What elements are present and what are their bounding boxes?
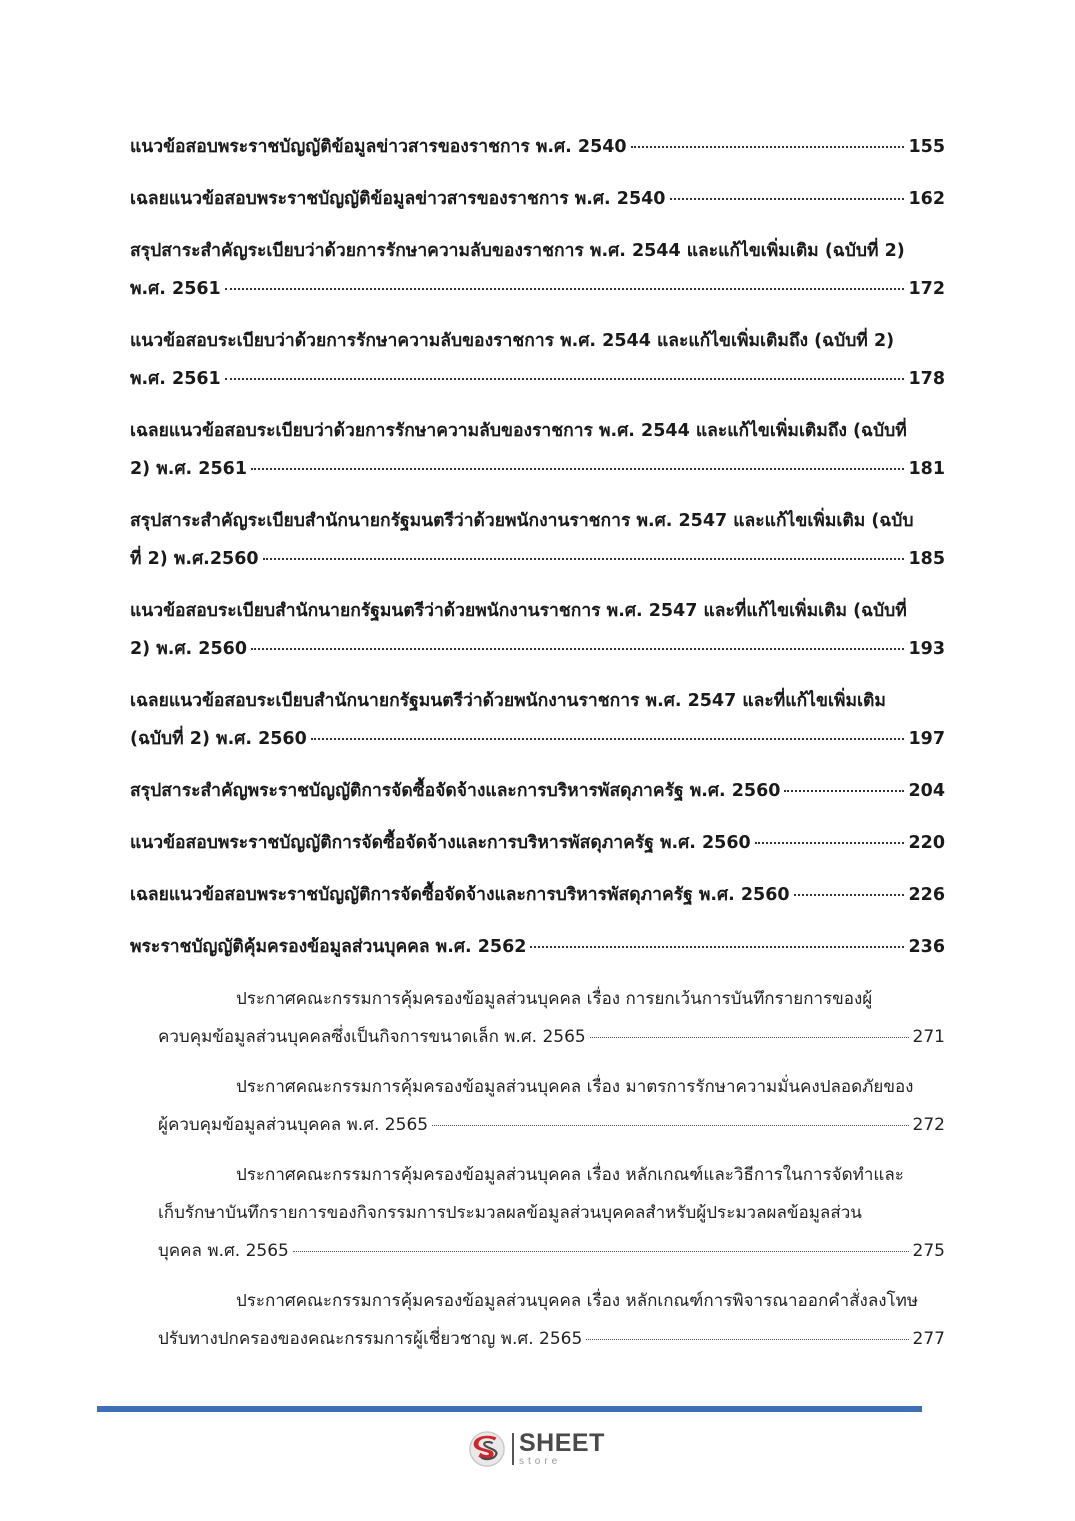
toc-entry-last-line — [130, 540, 945, 578]
toc-page-number: 178 — [908, 369, 945, 389]
toc-entry[interactable] — [130, 502, 945, 578]
toc-page-number: 226 — [908, 885, 945, 905]
toc-entry-title: 2) พ.ศ. 2560 — [130, 639, 248, 659]
toc-entry-title: พระราชบัญญัติคุ้มครองข้อมูลส่วนบุคคล พ.ศ. 2562 — [130, 937, 527, 957]
toc-entry-title: (ฉบับที่ 2) พ.ศ. 2560 — [130, 729, 307, 749]
dot-leader — [225, 361, 905, 381]
toc-entry-title: 2) พ.ศ. 2561 — [130, 459, 248, 479]
toc-entry-last-line — [130, 876, 945, 914]
dot-leader — [311, 721, 905, 741]
toc-entry-title: พ.ศ. 2561 — [130, 369, 221, 389]
toc-entry-title: ควบคุมข้อมูลส่วนบุคคลซึ่งเป็นกิจการขนาดเล็ก พ.ศ. 2565 — [158, 1027, 586, 1047]
toc-entry-title-line: เฉลยแนวข้อสอบระเบียบสำนักนายกรัฐมนตรีว่าด้วยพนักงานราชการ พ.ศ. 2547 และที่แก้ไขเพิ่มเติม — [130, 691, 886, 711]
sheet-store-s-logo-icon — [468, 1430, 506, 1468]
dot-leader — [432, 1108, 908, 1126]
toc-entry-last-line — [158, 1018, 945, 1056]
toc-entry-last-line — [130, 720, 945, 758]
toc-page-number: 155 — [908, 137, 945, 157]
toc-page-number: 271 — [912, 1027, 945, 1047]
toc-entry-last-line — [130, 630, 945, 668]
toc-entry-title-line: แนวข้อสอบระเบียบสำนักนายกรัฐมนตรีว่าด้วยพนักงานราชการ พ.ศ. 2547 และที่แก้ไขเพิ่มเติม (ฉบับที่ — [130, 601, 907, 621]
toc-page-number: 193 — [908, 639, 945, 659]
toc-page-number: 204 — [908, 781, 945, 801]
toc-page-number: 162 — [908, 189, 945, 209]
toc-entry[interactable] — [130, 876, 945, 914]
sheet-store-logo — [468, 1428, 618, 1470]
toc-entry-last-line — [130, 928, 945, 966]
toc-entry-title-line: ประกาศคณะกรรมการคุ้มครองข้อมูลส่วนบุคคล เรื่อง มาตรการรักษาความมั่นคงปลอดภัยของ — [236, 1077, 914, 1097]
toc-entry-title-line: แนวข้อสอบระเบียบว่าด้วยการรักษาความลับของราชการ พ.ศ. 2544 และแก้ไขเพิ่มเติมถึง (ฉบับที่ 2) — [130, 331, 895, 351]
logo-word: SHEET — [519, 1429, 605, 1457]
toc-page-number: 172 — [908, 279, 945, 299]
toc-entry-title: ปรับทางปกครองของคณะกรรมการผู้เชี่ยวชาญ พ.ศ. 2565 — [158, 1329, 583, 1349]
toc-subentry[interactable] — [158, 1068, 945, 1144]
toc-entry[interactable] — [130, 772, 945, 810]
toc-entry-last-line — [158, 1320, 945, 1358]
dot-leader — [263, 541, 905, 561]
toc-entry-title-line: ประกาศคณะกรรมการคุ้มครองข้อมูลส่วนบุคคล เรื่อง การยกเว้นการบันทึกรายการของผู้ — [236, 989, 873, 1009]
toc-entry-title: เฉลยแนวข้อสอบพระราชบัญญัติข้อมูลข่าวสารของราชการ พ.ศ. 2540 — [130, 189, 666, 209]
footer-divider — [97, 1406, 922, 1412]
toc-page-number: 220 — [908, 833, 945, 853]
dot-leader — [530, 929, 904, 949]
dot-leader — [755, 825, 905, 845]
toc-entry[interactable] — [130, 232, 945, 308]
toc-subentry[interactable] — [158, 980, 945, 1056]
dot-leader — [794, 877, 905, 897]
toc-entry-title-line: สรุปสาระสำคัญระเบียบสำนักนายกรัฐมนตรีว่าด้วยพนักงานราชการ พ.ศ. 2547 และแก้ไขเพิ่มเติม (ฉบับ — [130, 511, 914, 531]
dot-leader — [670, 181, 905, 201]
dot-leader — [784, 773, 904, 793]
toc-page-number: 272 — [912, 1115, 945, 1135]
toc-entry[interactable] — [130, 928, 945, 966]
toc-entry-title: แนวข้อสอบพระราชบัญญัติข้อมูลข่าวสารของราชการ พ.ศ. 2540 — [130, 137, 627, 157]
toc-entry[interactable] — [130, 128, 945, 166]
dot-leader — [225, 271, 905, 291]
toc-entry[interactable] — [130, 592, 945, 668]
toc-entry[interactable] — [130, 412, 945, 488]
toc-entry-last-line — [130, 180, 945, 218]
dot-leader — [631, 129, 905, 149]
toc-page-number: 181 — [908, 459, 945, 479]
dot-leader — [251, 451, 904, 471]
toc-entry-title-line: เฉลยแนวข้อสอบระเบียบว่าด้วยการรักษาความลับของราชการ พ.ศ. 2544 และแก้ไขเพิ่มเติมถึง (ฉบับที่ — [130, 421, 907, 441]
toc-page-number: 197 — [908, 729, 945, 749]
dot-leader — [251, 631, 904, 651]
toc-entry-title: เฉลยแนวข้อสอบพระราชบัญญัติการจัดซื้อจัดจ้างและการบริหารพัสดุภาครัฐ พ.ศ. 2560 — [130, 885, 790, 905]
toc-entry-title-line: ประกาศคณะกรรมการคุ้มครองข้อมูลส่วนบุคคล เรื่อง หลักเกณฑ์และวิธีการในการจัดทำและ — [236, 1165, 904, 1185]
dot-leader — [590, 1020, 909, 1038]
toc-entry-title-line: เก็บรักษาบันทึกรายการของกิจกรรมการประมวลผลข้อมูลส่วนบุคคลสำหรับผู้ประมวลผลข้อมูลส่วน — [158, 1203, 862, 1223]
toc-entry-last-line — [130, 360, 945, 398]
toc-entry-title: สรุปสาระสำคัญพระราชบัญญัติการจัดซื้อจัดจ้างและการบริหารพัสดุภาครัฐ พ.ศ. 2560 — [130, 781, 781, 801]
dot-leader — [293, 1234, 909, 1252]
toc-entry[interactable] — [130, 824, 945, 862]
toc-entry-title-line: ประกาศคณะกรรมการคุ้มครองข้อมูลส่วนบุคคล เรื่อง หลักเกณฑ์การพิจารณาออกคำสั่งลงโทษ — [236, 1291, 919, 1311]
toc-entry-title: ที่ 2) พ.ศ.2560 — [130, 549, 259, 569]
logo-divider — [512, 1433, 514, 1465]
toc-page-number: 236 — [908, 937, 945, 957]
toc-entry-last-line — [158, 1232, 945, 1270]
logo-subword: store — [519, 1456, 562, 1467]
toc-page-number: 277 — [912, 1329, 945, 1349]
toc-entry-last-line — [130, 450, 945, 488]
toc-page-number: 185 — [908, 549, 945, 569]
logo-text — [519, 1431, 605, 1467]
dot-leader — [586, 1322, 908, 1340]
toc-entry-title-line: สรุปสาระสำคัญระเบียบว่าด้วยการรักษาความลับของราชการ พ.ศ. 2544 และแก้ไขเพิ่มเติม (ฉบับที่ 2) — [130, 241, 905, 261]
toc-subentry[interactable] — [158, 1156, 945, 1270]
toc-entry-last-line — [158, 1106, 945, 1144]
toc-entry-title: ผู้ควบคุมข้อมูลส่วนบุคคล พ.ศ. 2565 — [158, 1115, 429, 1135]
toc-entry-title: บุคคล พ.ศ. 2565 — [158, 1241, 289, 1261]
toc-entry-title: แนวข้อสอบพระราชบัญญัติการจัดซื้อจัดจ้างและการบริหารพัสดุภาครัฐ พ.ศ. 2560 — [130, 833, 751, 853]
toc-entry[interactable] — [130, 682, 945, 758]
toc-entry-last-line — [130, 824, 945, 862]
toc-entry-last-line — [130, 270, 945, 308]
toc-entry-title: พ.ศ. 2561 — [130, 279, 221, 299]
toc-subentry[interactable] — [158, 1282, 945, 1358]
toc-entry[interactable] — [130, 180, 945, 218]
toc-entry[interactable] — [130, 322, 945, 398]
toc-entry-last-line — [130, 772, 945, 810]
toc-entry-last-line — [130, 128, 945, 166]
toc-page-number: 275 — [912, 1241, 945, 1261]
table-of-contents — [130, 128, 945, 1370]
